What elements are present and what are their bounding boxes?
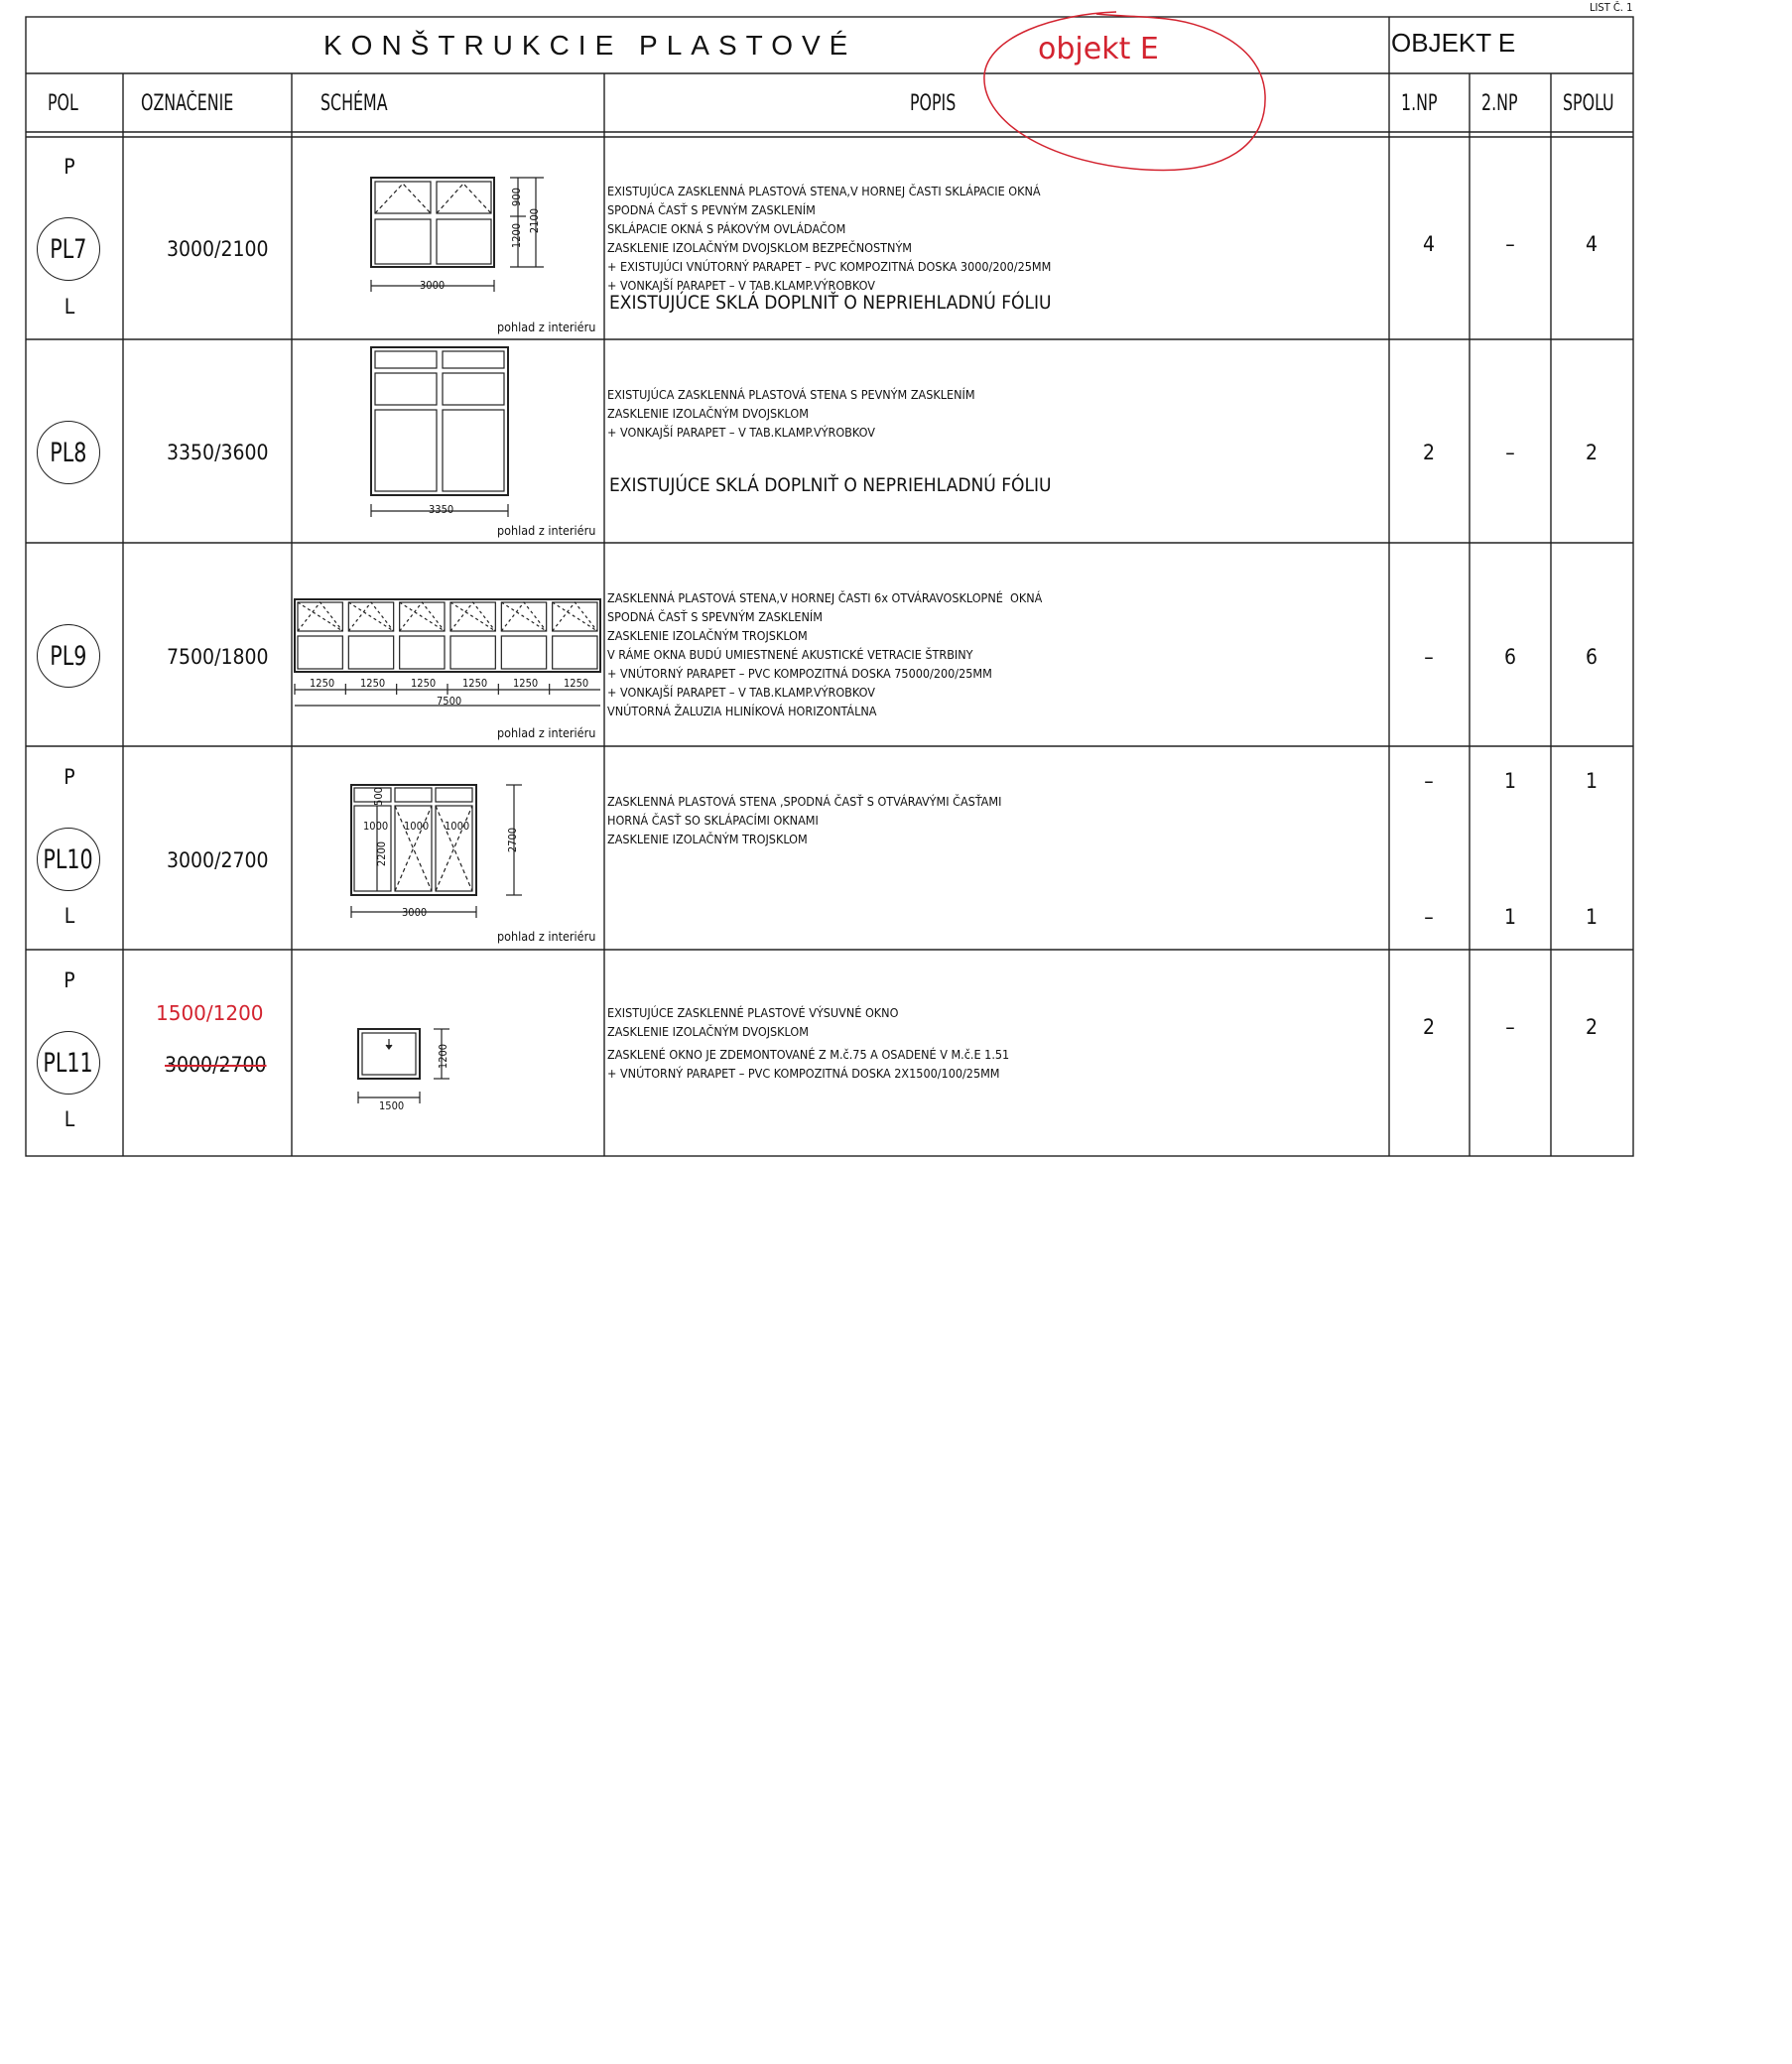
pos-bottom: L xyxy=(64,1107,75,1131)
handwritten-annotation-text: objekt E xyxy=(1038,32,1159,66)
dim-height: 1200 xyxy=(437,1043,450,1070)
dim-segment: 1250 xyxy=(411,677,437,690)
qty-spolu-top: 1 xyxy=(1585,769,1599,793)
view-note: pohlad z interiéru xyxy=(497,929,596,944)
pl9-window-schema xyxy=(295,599,600,706)
dim-segment: 1250 xyxy=(564,677,589,690)
qty-spolu-bottom: 1 xyxy=(1585,905,1599,929)
size-label-old: 3000/2700 xyxy=(165,1053,267,1077)
qty-1np-top: – xyxy=(1424,769,1434,793)
dim-width: 1500 xyxy=(379,1099,405,1112)
dim-segment: 1250 xyxy=(360,677,386,690)
dim-width: 3000 xyxy=(420,279,446,292)
header-popis: POPIS xyxy=(910,91,957,116)
qty-1np: 4 xyxy=(1422,232,1436,256)
header-spolu: SPOLU xyxy=(1563,91,1614,116)
dim-height: 2100 xyxy=(528,207,542,234)
description-note: EXISTUJÚCE SKLÁ DOPLNIŤ O NEPRIEHLADNÚ FÓLIU xyxy=(609,292,1052,314)
dim-segment: 1000 xyxy=(363,820,389,833)
qty-2np: – xyxy=(1505,441,1515,464)
view-note: pohlad z interiéru xyxy=(497,725,596,740)
description-note: EXISTUJÚCE SKLÁ DOPLNIŤ O NEPRIEHLADNÚ FÓLIU xyxy=(609,474,1052,496)
pos-top: P xyxy=(64,155,75,179)
dim-segment: 1000 xyxy=(404,820,430,833)
dim-segment: 1250 xyxy=(310,677,335,690)
position-mark: PL11 xyxy=(37,1031,100,1095)
size-label: 7500/1800 xyxy=(167,645,269,669)
dim-height: 2700 xyxy=(506,827,520,853)
pos-bottom: L xyxy=(64,904,75,928)
sheet-number: LIST Č. 1 xyxy=(1590,1,1633,14)
description: ZASKLENNÁ PLASTOVÁ STENA,V HORNEJ ČASTI 6x OTVÁRAVOSKLOPNÉ OKNÁ SPODNÁ ČASŤ S SPEVNÝM ZASKLENÍM ZASKLENIE IZOLAČNÝM TROJSKLOM V RÁME OKNA BUDÚ UMIESTNENÉ AKUSTICKÉ VETRACIE ŠTRBINY + VNÚTORNÝ PARAPET – PVC KOMPOZITNÁ DOSKA 75000/200/25MM + VONKAJŠÍ PARAPET – V TAB.KLAMP.VÝROBKOV VNÚTORNÁ ŽALUZIA HLINÍKOVÁ HORIZONTÁLNA xyxy=(607,590,1043,718)
document-title: KONŠTRUKCIE PLASTOVÉ xyxy=(323,30,857,61)
dim-segment: 1250 xyxy=(462,677,488,690)
position-mark: PL9 xyxy=(37,624,100,688)
dim-segment: 1000 xyxy=(445,820,470,833)
dim-upper: 500 xyxy=(371,787,385,806)
header-pol: POL xyxy=(48,91,78,116)
description: EXISTUJÚCA ZASKLENNÁ PLASTOVÁ STENA S PEVNÝM ZASKLENÍM ZASKLENIE IZOLAČNÝM DVOJSKLOM + VONKAJŠÍ PARAPET – V TAB.KLAMP.VÝROBKOV xyxy=(607,387,975,440)
qty-2np: – xyxy=(1505,232,1515,256)
qty-spolu: 4 xyxy=(1585,232,1599,256)
position-mark: PL7 xyxy=(37,217,100,281)
dim-lower: 1200 xyxy=(510,222,524,249)
position-mark: PL8 xyxy=(37,421,100,484)
pl8-window-schema xyxy=(371,347,508,517)
header-2np: 2.NP xyxy=(1481,91,1518,116)
pos-top: P xyxy=(64,765,75,789)
qty-2np-bottom: 1 xyxy=(1503,905,1517,929)
qty-2np: 6 xyxy=(1503,645,1517,669)
objekt-label: OBJEKT E xyxy=(1391,28,1516,58)
dim-width: 3350 xyxy=(429,503,454,516)
qty-1np: 2 xyxy=(1422,441,1436,464)
description: EXISTUJÚCA ZASKLENNÁ PLASTOVÁ STENA,V HORNEJ ČASTI SKLÁPACIE OKNÁ SPODNÁ ČASŤ S PEVNÝM ZASKLENÍM SKLÁPACIE OKNÁ S PÁKOVÝM OVLÁDAČOM ZASKLENIE IZOLAČNÝM DVOJSKLOM BEZPEČNOSTNÝM + EXISTUJÚCI VNÚTORNÝ PARAPET – PVC KOMPOZITNÁ DOSKA 3000/200/25MM + VONKAJŠÍ PARAPET – V TAB.KLAMP.VÝROBKOV xyxy=(607,184,1052,293)
position-mark: PL10 xyxy=(37,828,100,891)
size-label-new: 1500/1200 xyxy=(156,1001,264,1025)
pos-bottom: L xyxy=(64,295,75,319)
description: EXISTUJÚCE ZASKLENNÉ PLASTOVÉ VÝSUVNÉ OKNO ZASKLENIE IZOLAČNÝM DVOJSKLOM ZASKLENÉ OKNO JE ZDEMONTOVANÉ Z M.č.75 A OSADENÉ V M.č.E 1.51 + VNÚTORNÝ PARAPET – PVC KOMPOZITNÁ DOSKA 2X1500/100/25MM xyxy=(607,1005,1010,1081)
header-schema: SCHÉMA xyxy=(320,91,388,116)
dim-width: 7500 xyxy=(437,695,462,708)
size-label: 3350/3600 xyxy=(167,441,269,464)
dim-width: 3000 xyxy=(402,906,428,919)
size-label: 3000/2100 xyxy=(167,237,269,261)
qty-spolu: 6 xyxy=(1585,645,1599,669)
qty-spolu: 2 xyxy=(1585,441,1599,464)
description: ZASKLENNÁ PLASTOVÁ STENA ,SPODNÁ ČASŤ S OTVÁRAVÝMI ČASŤAMI HORNÁ ČASŤ SO SKLÁPACÍMI OKNAMI ZASKLENIE IZOLAČNÝM TROJSKLOM xyxy=(607,794,1002,846)
size-label: 3000/2700 xyxy=(167,848,269,872)
pos-top: P xyxy=(64,968,75,992)
view-note: pohlad z interiéru xyxy=(497,320,596,334)
qty-1np-bottom: – xyxy=(1424,905,1434,929)
qty-1np: – xyxy=(1424,645,1434,669)
qty-2np: – xyxy=(1505,1015,1515,1039)
dim-segment: 1250 xyxy=(513,677,539,690)
dim-lower: 2200 xyxy=(375,840,389,867)
header-1np: 1.NP xyxy=(1401,91,1438,116)
qty-2np-top: 1 xyxy=(1503,769,1517,793)
header-oznacenie: OZNAČENIE xyxy=(141,91,234,116)
view-note: pohlad z interiéru xyxy=(497,523,596,538)
qty-1np: 2 xyxy=(1422,1015,1436,1039)
qty-spolu: 2 xyxy=(1585,1015,1599,1039)
dim-upper: 900 xyxy=(509,188,523,206)
